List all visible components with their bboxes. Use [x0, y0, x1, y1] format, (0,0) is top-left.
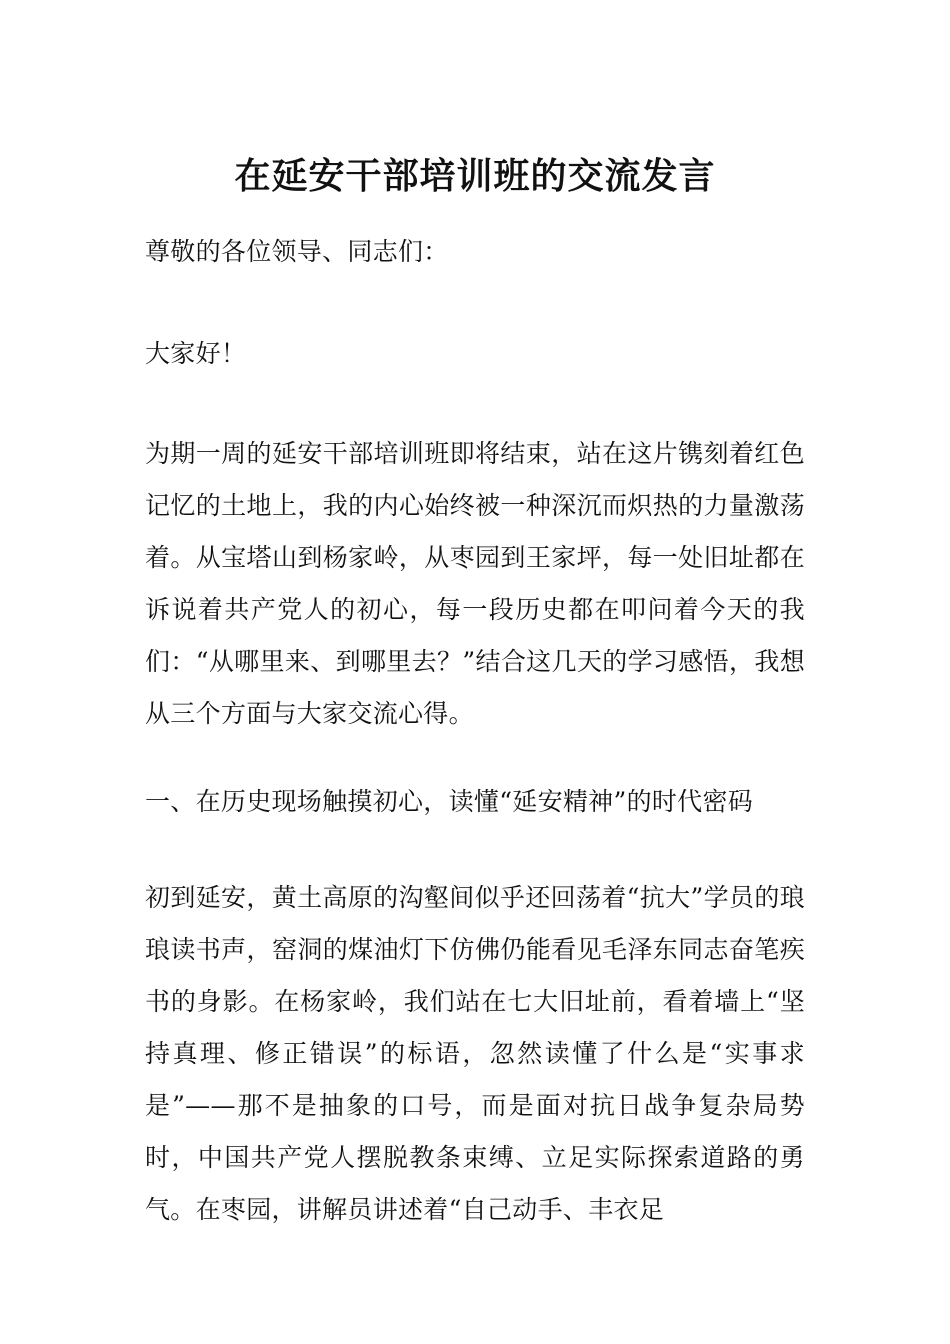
greeting: 大家好！ [145, 339, 247, 368]
intro-paragraph: 为期一周的延安干部培训班即将结束，站在这片镌刻着红色记忆的土地上，我的内心始终被一种深沉而炽热的力量激荡着。从宝塔山到杨家岭，从枣园到王家坪，每一处旧址都在诉说着共产党人的初心，每一段历史都在叩问着今天的我们：“从哪里来、到哪里去？”结合这几天的学习感悟，我想从三个方面与大家交流心得。 [145, 439, 805, 728]
section-heading-1: 一、在历史现场触摸初心，读懂“延安精神”的时代密码 [145, 787, 754, 816]
document-title: 在延安干部培训班的交流发言 [234, 155, 716, 198]
section-1-paragraph: 初到延安，黄土高原的沟壑间似乎还回荡着“抗大”学员的琅琅读书声，窑洞的煤油灯下仿佛仍能看见毛泽东同志奋笔疾书的身影。在杨家岭，我们站在七大旧址前，看着墙上“坚持真理、修正错误”的标语，忽然读懂了什么是“实事求是”——那不是抽象的口号，而是面对抗日战争复杂局势时，中国共产党人摆脱教条束缚、立足实际探索道路的勇气。在枣园，讲解员讲述着“自己动手、丰衣足 [145, 883, 805, 1224]
salutation: 尊敬的各位领导、同志们： [145, 237, 449, 266]
